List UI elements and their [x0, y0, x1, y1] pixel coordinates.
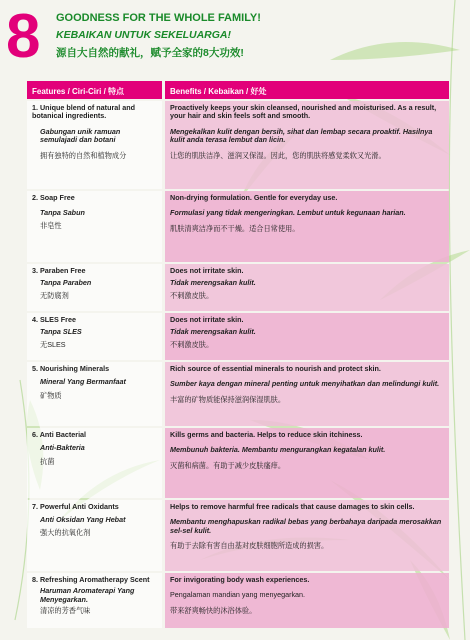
feature-en: 3. Paraben Free [32, 266, 86, 275]
table-row [27, 101, 449, 189]
benefit-en: Helps to remove harmful free radicals that cause damages to skin cells. [170, 502, 415, 511]
table-row [27, 362, 449, 426]
feature-zh: 非皂性 [40, 220, 62, 230]
benefit-zh: 肌肤清爽洁净而不干燥。适合日常使用。 [170, 223, 300, 233]
table-row [27, 313, 449, 360]
benefit-cell [165, 500, 449, 571]
feature-ms: Anti Oksidan Yang Hebat [40, 515, 126, 525]
table-row [27, 573, 449, 628]
feature-ms: Tanpa SLES [40, 327, 82, 337]
feature-cell [27, 500, 162, 571]
feature-en: 1. Unique blend of natural and botanical ingredients. [32, 103, 136, 121]
benefits-table [27, 81, 449, 628]
feature-ms: Haruman Aromaterapi Yang Menyegarkan. [40, 586, 135, 604]
feature-en: 6. Anti Bacterial [32, 430, 87, 439]
benefit-ms: Membunuh bakteria. Membantu mengurangkan kegatalan kulit. [170, 445, 386, 455]
feature-en: 8. Refreshing Aromatherapy Scent [32, 575, 150, 584]
benefit-en: Rich source of essential minerals to nourish and protect skin. [170, 364, 381, 373]
page-header [0, 0, 470, 80]
feature-cell [27, 264, 162, 311]
benefit-ms: Sumber kaya dengan mineral penting untuk menyihatkan dan melindungi kulit. [170, 379, 440, 389]
benefit-zh: 不刺激皮肤。 [170, 339, 214, 349]
benefit-cell [165, 362, 449, 426]
feature-zh: 无防腐剂 [40, 290, 69, 300]
table-row [27, 264, 449, 311]
feature-ms: Mineral Yang Bermanfaat [40, 377, 126, 387]
header-number: 8 [6, 2, 39, 71]
feature-cell [27, 101, 162, 189]
feature-zh: 抗菌 [40, 456, 55, 466]
feature-cell [27, 428, 162, 498]
feature-ms: Tanpa Sabun [40, 208, 85, 218]
feature-en: 4. SLES Free [32, 315, 76, 324]
feature-en: 2. Soap Free [32, 193, 75, 202]
feature-ms: Gabungan unik ramuan semulajadi dan botani [40, 126, 121, 145]
benefit-en: For invigorating body wash experiences. [170, 575, 310, 584]
benefit-zh: 带来舒爽畅快的沐浴体验。 [170, 605, 257, 615]
benefit-cell [165, 573, 449, 628]
feature-zh: 拥有独特的自然和植物成分 [40, 150, 127, 160]
feature-zh: 无SLES [40, 339, 66, 349]
header-title-zh: 源自大自然的献礼，赋予全家的8大功效! [56, 47, 244, 59]
benefit-cell [165, 191, 449, 262]
feature-ms: Anti-Bakteria [40, 443, 85, 453]
benefits-column-header: Benefits / Kebaikan / 好处 [165, 81, 449, 99]
benefit-zh: 不刺激皮肤。 [170, 290, 214, 300]
benefit-zh: 灭菌和病菌。有助于减少皮肤瘙痒。 [170, 460, 286, 470]
feature-en: 7. Powerful Anti Oxidants [32, 502, 119, 511]
benefit-ms: Mengekalkan kulit dengan bersih, sihat dan lembap secara proaktif. Hasilnya kulit anda terasa lembut dan licin. [170, 126, 433, 145]
feature-cell [27, 313, 162, 360]
table-row [27, 428, 449, 498]
benefit-en: Does not irritate skin. [170, 266, 244, 275]
benefit-cell [165, 264, 449, 311]
feature-ms: Tanpa Paraben [40, 278, 92, 288]
benefit-ms: Formulasi yang tidak mengeringkan. Lembut untuk kegunaan harian. [170, 208, 406, 218]
benefit-cell [165, 428, 449, 498]
header-title-en: GOODNESS FOR THE WHOLE FAMILY! [56, 12, 261, 24]
benefit-ms: Pengalaman mandian yang menyegarkan. [170, 590, 306, 600]
feature-cell [27, 573, 162, 628]
table-row [27, 191, 449, 262]
header-title-ms: KEBAIKAN UNTUK SEKELUARGA! [56, 29, 231, 41]
benefit-ms: Tidak merengsakan kulit. [170, 278, 256, 288]
benefit-en: Non-drying formulation. Gentle for everyday use. [170, 193, 338, 202]
table-row [27, 500, 449, 571]
feature-zh: 强大的抗氧化剂 [40, 527, 91, 537]
table-header [27, 81, 449, 99]
benefit-en: Proactively keeps your skin cleansed, nourished and moisturised. As a result, your hair and skin feels soft and smooth. [170, 103, 437, 121]
feature-en: 5. Nourishing Minerals [32, 364, 110, 373]
benefit-cell [165, 313, 449, 360]
benefit-cell [165, 101, 449, 189]
benefit-en: Kills germs and bacteria. Helps to reduce skin itchiness. [170, 430, 363, 439]
benefit-ms: Membantu menghapuskan radikal bebas yang berbahaya daripada merosakkan sel-sel kulit. [170, 517, 442, 535]
benefit-zh: 让您的肌肤洁净、滋润又保湿。因此，您的肌肤将感觉柔软又光滑。 [170, 150, 386, 160]
feature-zh: 清凉的芳香气味 [40, 606, 91, 616]
benefit-en: Does not irritate skin. [170, 315, 244, 324]
feature-cell [27, 362, 162, 426]
feature-cell [27, 191, 162, 262]
benefit-zh: 丰富的矿物质能保持滋润保湿肌肤。 [170, 394, 286, 404]
benefit-zh: 有助于去除有害自由基对皮肤细胞所造成的损害。 [170, 541, 329, 551]
feature-zh: 矿物质 [40, 390, 62, 400]
benefit-ms: Tidak merengsakan kulit. [170, 327, 256, 337]
features-column-header: Features / Ciri-Ciri / 特点 [27, 81, 162, 99]
